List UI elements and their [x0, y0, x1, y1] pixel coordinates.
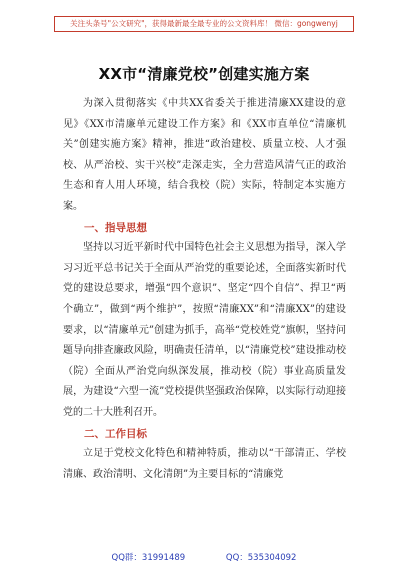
section-heading-guiding-ideology: 一、指导思想 — [84, 221, 147, 234]
work-goals-paragraph: 立足于党校文化特色和精神特质，推动以“干部清正、学校清廉、政治清明、文化清朗”为主要目标的“清廉党 — [63, 448, 346, 480]
section-heading-work-goals: 二、工作目标 — [84, 427, 147, 440]
footer-contact — [0, 551, 408, 563]
document-body — [63, 94, 346, 485]
promo-banner: 关注头条号"公文研究"，获得最新最全最专业的公文资料库！ 微信：gongwenyj — [54, 16, 354, 32]
footer-qq-group: QQ群：31991489 — [111, 553, 186, 563]
guiding-ideology-paragraph: 坚持以习近平新时代中国特色社会主义思想为指导，深入学习习近平总书记关于全面从严治党的重要论述，全面落实新时代党的建设总要求，增强“四个意识”、坚定“四个自信”、捍卫“两个确立”，做到“两个维护”，按照“清廉XX”和“清廉XX”的建设要求，以“清廉单元”创建为抓手，高举“党校姓党”旗帜，坚持问题导向排查廉政风险，明确责任清单，以“清廉党校”建设推动校（院）全面从严治党向纵深发展，推动校（院）事业高质量发展，为建设“六型一流”党校提供坚强政治保障，以实际行动迎接党的二十大胜利召开。 — [63, 242, 346, 418]
footer-qq: QQ：535304092 — [225, 553, 297, 563]
document-title: XX市“清廉党校”创建实施方案 — [98, 65, 310, 83]
intro-paragraph: 为深入贯彻落实《中共XX省委关于推进清廉XX建设的意见》《XX市清廉单元建设工作方案》和《XX市直单位“清廉机关”创建实施方案》精神，推进“政治建校、质量立校、人才强校、从严治校、实干兴校”走深走实，全力营造风清气正的政治生态和育人用人环境，结合我校（院）实际，特制定本实施方案。 — [63, 98, 346, 212]
